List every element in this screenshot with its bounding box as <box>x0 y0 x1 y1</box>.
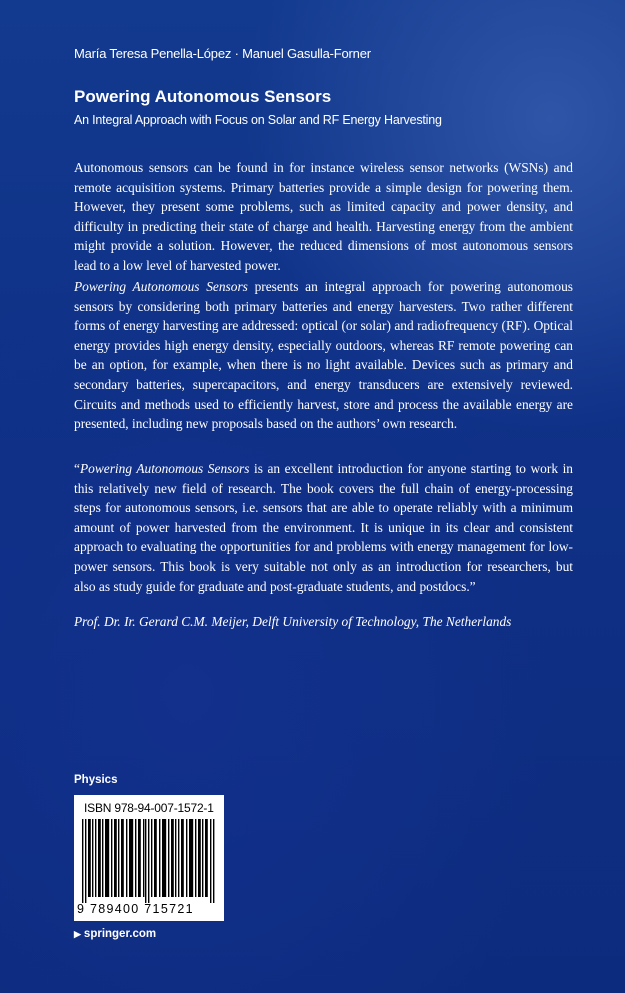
isbn-label: ISBN 978-94-007-1572-1 <box>84 801 214 815</box>
barcode-bars-icon <box>82 819 216 903</box>
description-paragraph-2 <box>74 277 573 434</box>
arrow-right-icon: ▶ <box>74 929 81 939</box>
authors: María Teresa Penella-López · Manuel Gasulla-Forner <box>74 46 371 61</box>
publisher-url: springer.com <box>83 928 157 940</box>
review-quote <box>74 459 573 596</box>
description-paragraph-1: Autonomous sensors can be found in for instance wireless sensor networks (WSNs) and remote acquisition systems. Primary batteries provide a simple design for powering them. However, they present some problems, such as limited capacity and power density, and difficulty in predicting their state of charge and health. Harvesting energy from the ambient might provide a solution. However, the reduced dimensions of most autonomous sensors lead to a low level of harvested power. <box>74 160 573 273</box>
open-quote-mark: “ <box>74 461 80 476</box>
review-attribution: Prof. Dr. Ir. Gerard C.M. Meijer, Delft University of Technology, The Netherlands <box>74 614 512 629</box>
book-subtitle: An Integral Approach with Focus on Solar and RF Energy Harvesting <box>74 113 442 127</box>
isbn-barcode <box>74 795 224 921</box>
review-quote-text: is an excellent introduction for anyone starting to work in this relatively new field of research. The book covers the full chain of energy-processing steps for autonomous sensors, i.e. sensors that are able to operate reliably with a minimum amount of power harvested from the environment. It is unique in its clear and consistent approach to evaluating the opportunities for and problems with energy management for low-power sensors. This book is very suitable not only as an introduction for researchers, but also as study guide for graduate and post-graduate students, and postdocs.” <box>74 461 573 594</box>
description-paragraph-2-text: presents an integral approach for powering autonomous sensors by considering both primary batteries and energy harvesters. Two rather different forms of energy harvesting are addressed: optical (or solar) and radiofrequency (RF). Optical energy provides high energy density, especially outdoors, whereas RF remote powering can be an option, for example, when there is no light available. Devices such as primary and secondary batteries, supercapacitors, and energy transducers are extensively reviewed. Circuits and methods used to efficiently harvest, store and process the available energy are presented, including new proposals based on the authors’ own research. <box>74 279 573 432</box>
subject-category: Physics <box>74 774 118 786</box>
book-title-italic: Powering Autonomous Sensors <box>74 279 248 294</box>
book-title: Powering Autonomous Sensors <box>74 87 332 106</box>
barcode-digits: 9 789400 715721 <box>77 902 194 916</box>
publisher-link[interactable] <box>74 928 156 940</box>
quote-book-title-italic: Powering Autonomous Sensors <box>79 461 250 476</box>
